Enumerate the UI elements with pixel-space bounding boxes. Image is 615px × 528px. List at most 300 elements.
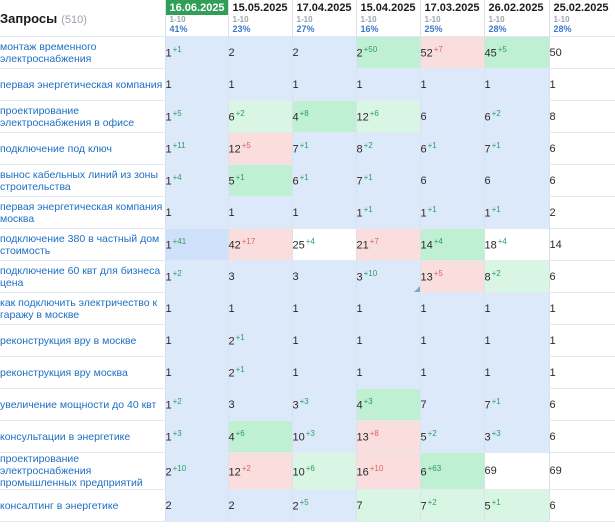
position-value: 6 [549,270,556,283]
position-value: 1 [165,334,172,347]
position-cell[interactable] [228,229,292,261]
date-column-5[interactable] [484,0,549,37]
position-cell[interactable] [484,69,549,101]
position-delta: +5 [299,498,309,508]
position-value: 1 [420,302,427,315]
position-delta: +10 [369,463,384,473]
position-value: 1 [549,334,556,347]
position-value: 4 [292,111,299,124]
position-value: 1 [484,302,491,315]
date-column-0[interactable] [165,0,228,37]
position-value: 7 [420,500,427,513]
position-value: 7 [484,399,491,412]
position-value: 1 [356,302,363,315]
query-label[interactable]: реконструкция вру москва [0,357,165,389]
position-value: 2 [356,47,363,60]
date-range-3: 1-10 [360,15,377,24]
position-value: 3 [292,399,299,412]
position-delta: +1 [363,205,373,215]
position-cell[interactable] [484,261,549,293]
table-row [0,133,615,165]
query-label[interactable]: монтаж временного электроснабжения [0,37,165,69]
position-delta: +10 [363,269,378,279]
position-cell[interactable] [420,229,484,261]
date-range-1: 1-10 [232,15,249,24]
position-cell[interactable] [549,165,615,197]
position-delta: +6 [369,109,379,119]
position-value: 13 [356,431,369,444]
position-delta: +3 [363,397,373,407]
position-cell[interactable] [228,357,292,389]
position-value: 12 [228,466,241,479]
position-delta: +2 [235,109,245,119]
position-delta: +2 [427,429,437,439]
queries-title: Запросы [0,10,58,26]
position-value: 7 [420,398,427,411]
position-value: 1 [165,366,172,379]
position-delta: +1 [172,45,182,55]
position-value: 1 [292,302,299,315]
position-value: 1 [484,207,491,220]
position-cell[interactable] [549,229,615,261]
position-cell[interactable] [228,101,292,133]
position-cell[interactable] [549,197,615,229]
position-cell[interactable] [228,490,292,522]
position-cell[interactable] [165,197,228,229]
position-cell[interactable] [484,229,549,261]
position-value: 1 [420,207,427,220]
position-cell[interactable] [356,293,420,325]
position-cell[interactable] [420,165,484,197]
position-value: 1 [165,78,172,91]
query-label[interactable]: вынос кабельных линий из зоны строительства [0,165,165,197]
position-cell[interactable] [420,101,484,133]
table-row [0,37,615,69]
position-cell[interactable] [292,37,356,69]
position-value: 2 [292,46,299,59]
position-cell[interactable] [228,37,292,69]
query-label[interactable]: консультации в энергетике [0,421,165,453]
date-label-0: 16.06.2025 [166,0,228,15]
position-cell[interactable] [292,490,356,522]
position-value: 6 [420,466,427,479]
query-label[interactable]: проектирование электроснабжения в офисе [0,101,165,133]
position-value: 8 [356,143,363,156]
position-value: 1 [420,78,427,91]
position-cell[interactable] [165,229,228,261]
table-body [0,37,615,522]
position-cell[interactable] [292,421,356,453]
position-value: 69 [484,465,497,477]
position-delta: +1 [299,141,309,151]
date-column-2[interactable] [292,0,356,37]
position-value: 2 [228,499,235,512]
position-cell[interactable] [292,133,356,165]
position-delta: +2 [172,269,182,279]
position-cell[interactable] [420,421,484,453]
date-label-2: 17.04.2025 [296,2,352,14]
position-cell[interactable] [420,133,484,165]
table-header-row [0,0,615,37]
query-label[interactable]: подключение 60 квт для бизнеса цена [0,261,165,293]
position-delta: +63 [427,463,442,473]
position-value: 1 [549,366,556,379]
position-delta: +5 [433,269,443,279]
position-value: 2 [292,500,299,513]
position-cell[interactable] [484,490,549,522]
position-value: 1 [292,206,299,219]
position-value: 42 [228,239,241,252]
position-cell[interactable] [549,421,615,453]
position-cell[interactable] [484,133,549,165]
position-cell[interactable] [356,261,420,293]
date-range-5: 1-10 [488,15,505,24]
date-range-4: 1-10 [424,15,441,24]
position-cell[interactable] [420,69,484,101]
position-cell[interactable] [484,197,549,229]
table-row [0,165,615,197]
date-pct-4: 25% [424,24,443,34]
position-value: 8 [549,110,556,123]
table-row [0,229,615,261]
position-cell[interactable] [549,389,615,421]
position-value: 5 [484,500,491,513]
position-delta: +7 [433,45,443,55]
position-delta: +8 [369,429,379,439]
query-label[interactable]: консалтинг в энергетике [0,490,165,522]
date-label-1: 15.05.2025 [232,2,288,14]
position-value: 10 [292,431,305,444]
position-value: 50 [549,46,562,59]
position-value: 6 [292,175,299,188]
position-value: 3 [356,271,363,284]
position-cell[interactable] [420,293,484,325]
date-range-0: 1-10 [169,15,186,24]
position-cell[interactable] [356,101,420,133]
position-value: 1 [549,78,556,91]
position-value: 1 [228,302,235,315]
date-pct-2: 27% [296,24,315,34]
position-cell[interactable] [228,165,292,197]
position-cell[interactable] [356,133,420,165]
position-value: 1 [228,78,235,91]
position-value: 6 [549,174,556,187]
position-value: 1 [165,271,172,284]
position-cell[interactable] [165,293,228,325]
position-delta: +3 [299,397,309,407]
position-delta: +2 [491,109,501,119]
date-label-5: 26.02.2025 [488,2,544,14]
query-label[interactable]: первая энергетическая компания москва [0,197,165,229]
position-value: 52 [420,47,433,60]
position-cell[interactable] [228,69,292,101]
position-value: 1 [356,207,363,220]
position-cell[interactable] [549,37,615,69]
position-value: 6 [228,111,235,124]
position-cell[interactable] [165,101,228,133]
position-value: 1 [292,78,299,91]
position-cell[interactable] [420,357,484,389]
position-cell[interactable] [228,325,292,357]
date-column-3[interactable] [356,0,420,37]
position-value: 1 [165,206,172,219]
position-cell[interactable] [292,165,356,197]
position-cell[interactable] [549,133,615,165]
position-delta: +50 [363,45,378,55]
position-value: 6 [549,430,556,443]
position-cell[interactable] [356,165,420,197]
position-cell[interactable] [292,101,356,133]
position-cell[interactable] [484,37,549,69]
position-cell[interactable] [356,453,420,490]
position-value: 18 [484,239,497,252]
position-cell[interactable] [228,197,292,229]
position-delta: +2 [172,397,182,407]
position-cell[interactable] [228,133,292,165]
position-cell[interactable] [356,229,420,261]
query-label[interactable]: первая энергетическая компания [0,69,165,101]
position-cell[interactable] [420,490,484,522]
position-cell[interactable] [549,69,615,101]
position-cell[interactable] [420,37,484,69]
position-cell[interactable] [484,325,549,357]
position-cell[interactable] [356,421,420,453]
position-cell[interactable] [165,389,228,421]
position-value: 6 [549,142,556,155]
position-value: 6 [420,110,427,123]
position-delta: +41 [172,237,187,247]
position-value: 1 [292,334,299,347]
table-row [0,421,615,453]
position-cell[interactable] [356,389,420,421]
position-value: 1 [484,366,491,379]
position-cell[interactable] [292,389,356,421]
position-value: 10 [292,466,305,479]
query-label[interactable]: подключение 380 в частный дом стоимость [0,229,165,261]
position-value: 3 [292,270,299,283]
date-column-1[interactable] [228,0,292,37]
position-cell[interactable] [165,133,228,165]
position-value: 1 [165,143,172,156]
position-cell[interactable] [228,421,292,453]
position-value: 4 [356,399,363,412]
position-value: 1 [356,366,363,379]
queries-header[interactable] [0,0,165,37]
date-pct-1: 23% [232,24,251,34]
position-value: 1 [484,78,491,91]
query-label[interactable]: проектирование электроснабжения промышленных предприятий [0,453,165,490]
position-cell[interactable] [549,261,615,293]
position-value: 16 [356,466,369,479]
position-value: 1 [165,431,172,444]
table-row [0,101,615,133]
position-value: 1 [549,302,556,315]
position-cell[interactable] [165,261,228,293]
position-cell[interactable] [165,325,228,357]
position-value: 1 [420,366,427,379]
query-label[interactable]: подключение под ключ [0,133,165,165]
position-value: 2 [165,466,172,479]
position-delta: +2 [427,498,437,508]
position-cell[interactable] [356,490,420,522]
date-pct-6: 28% [553,24,572,34]
date-column-4[interactable] [420,0,484,37]
position-value: 25 [292,239,305,252]
position-value: 6 [549,398,556,411]
date-pct-5: 28% [488,24,507,34]
position-value: 2 [228,367,235,380]
position-cell[interactable] [165,490,228,522]
position-cell[interactable] [292,229,356,261]
position-delta: +5 [241,141,251,151]
position-cell[interactable] [484,165,549,197]
position-delta: +1 [235,333,245,343]
position-value: 1 [420,334,427,347]
position-cell[interactable] [484,293,549,325]
position-cell[interactable] [228,389,292,421]
table-row [0,490,615,522]
position-cell[interactable] [165,421,228,453]
position-cell[interactable] [549,293,615,325]
position-value: 1 [165,239,172,252]
position-cell[interactable] [549,453,615,490]
position-cell[interactable] [356,357,420,389]
position-cell[interactable] [484,101,549,133]
position-delta: +1 [235,173,245,183]
position-delta: +11 [172,141,186,151]
position-value: 1 [165,47,172,60]
position-delta: +1 [491,205,501,215]
position-cell[interactable] [165,165,228,197]
table-row [0,261,615,293]
position-value: 3 [228,398,235,411]
position-cell[interactable] [228,293,292,325]
position-cell[interactable] [549,490,615,522]
table-row [0,357,615,389]
date-pct-0: 41% [169,24,188,34]
position-cell[interactable] [292,69,356,101]
position-delta: +5 [497,45,507,55]
position-delta: +1 [491,498,501,508]
position-delta: +6 [235,429,245,439]
position-value: 7 [356,499,363,512]
position-value: 6 [484,111,491,124]
query-label[interactable]: как подключить электричество к гаражу в москве [0,293,165,325]
position-delta: +3 [305,429,315,439]
position-cell[interactable] [292,325,356,357]
position-cell[interactable] [356,37,420,69]
position-cell[interactable] [292,261,356,293]
position-value: 3 [484,431,491,444]
date-range-2: 1-10 [296,15,313,24]
position-cell[interactable] [165,453,228,490]
position-value: 7 [292,143,299,156]
position-delta: +1 [427,141,437,151]
position-cell[interactable] [549,357,615,389]
position-cell[interactable] [420,453,484,490]
position-cell[interactable] [292,197,356,229]
table-row [0,325,615,357]
position-cell[interactable] [484,421,549,453]
position-cell[interactable] [165,69,228,101]
position-cell[interactable] [549,101,615,133]
position-value: 6 [420,174,427,187]
date-pct-3: 16% [360,24,379,34]
position-delta: +6 [305,463,315,473]
position-delta: +4 [433,237,443,247]
position-delta: +7 [369,237,379,247]
position-delta: +17 [241,237,256,247]
position-value: 1 [292,366,299,379]
table-row [0,453,615,490]
position-value: 2 [165,499,172,512]
position-delta: +4 [305,237,315,247]
position-cell[interactable] [165,357,228,389]
position-value: 21 [356,239,369,252]
position-value: 4 [228,431,235,444]
position-value: 12 [228,143,241,156]
position-cell[interactable] [484,453,549,490]
date-label-4: 17.03.2025 [424,2,480,14]
query-label[interactable]: увеличение мощности до 40 квт [0,389,165,421]
position-cell[interactable] [549,325,615,357]
position-delta: +2 [241,463,251,473]
position-delta: +4 [497,237,507,247]
position-delta: +1 [363,173,373,183]
position-delta: +2 [491,269,501,279]
position-cell[interactable] [228,261,292,293]
position-cell[interactable] [292,453,356,490]
position-value: 6 [420,143,427,156]
position-value: 1 [228,206,235,219]
position-cell[interactable] [356,325,420,357]
table-row [0,293,615,325]
position-cell[interactable] [420,197,484,229]
position-cell[interactable] [420,389,484,421]
position-value: 5 [228,175,235,188]
position-value: 7 [356,175,363,188]
position-value: 5 [420,431,427,444]
date-range-6: 1-10 [553,15,570,24]
query-label[interactable]: реконструкция вру в москве [0,325,165,357]
position-value: 2 [228,46,235,59]
position-cell[interactable] [484,357,549,389]
position-delta: +3 [491,429,501,439]
position-delta: +5 [172,109,182,119]
position-value: 1 [165,111,172,124]
position-delta: +4 [172,173,182,183]
position-delta: +1 [299,173,309,183]
position-value: 2 [228,335,235,348]
date-column-6[interactable] [549,0,615,37]
position-cell[interactable] [228,453,292,490]
position-value: 1 [356,334,363,347]
position-value: 1 [356,78,363,91]
position-cell[interactable] [292,293,356,325]
position-value: 14 [549,238,562,251]
position-cell[interactable] [420,325,484,357]
position-cell[interactable] [420,261,484,293]
position-cell[interactable] [292,357,356,389]
position-cell[interactable] [356,197,420,229]
position-cell[interactable] [356,69,420,101]
position-value: 6 [549,499,556,512]
position-cell[interactable] [165,37,228,69]
position-value: 6 [484,174,491,187]
date-label-3: 15.04.2025 [360,2,416,14]
position-value: 14 [420,239,433,252]
position-cell[interactable] [484,389,549,421]
